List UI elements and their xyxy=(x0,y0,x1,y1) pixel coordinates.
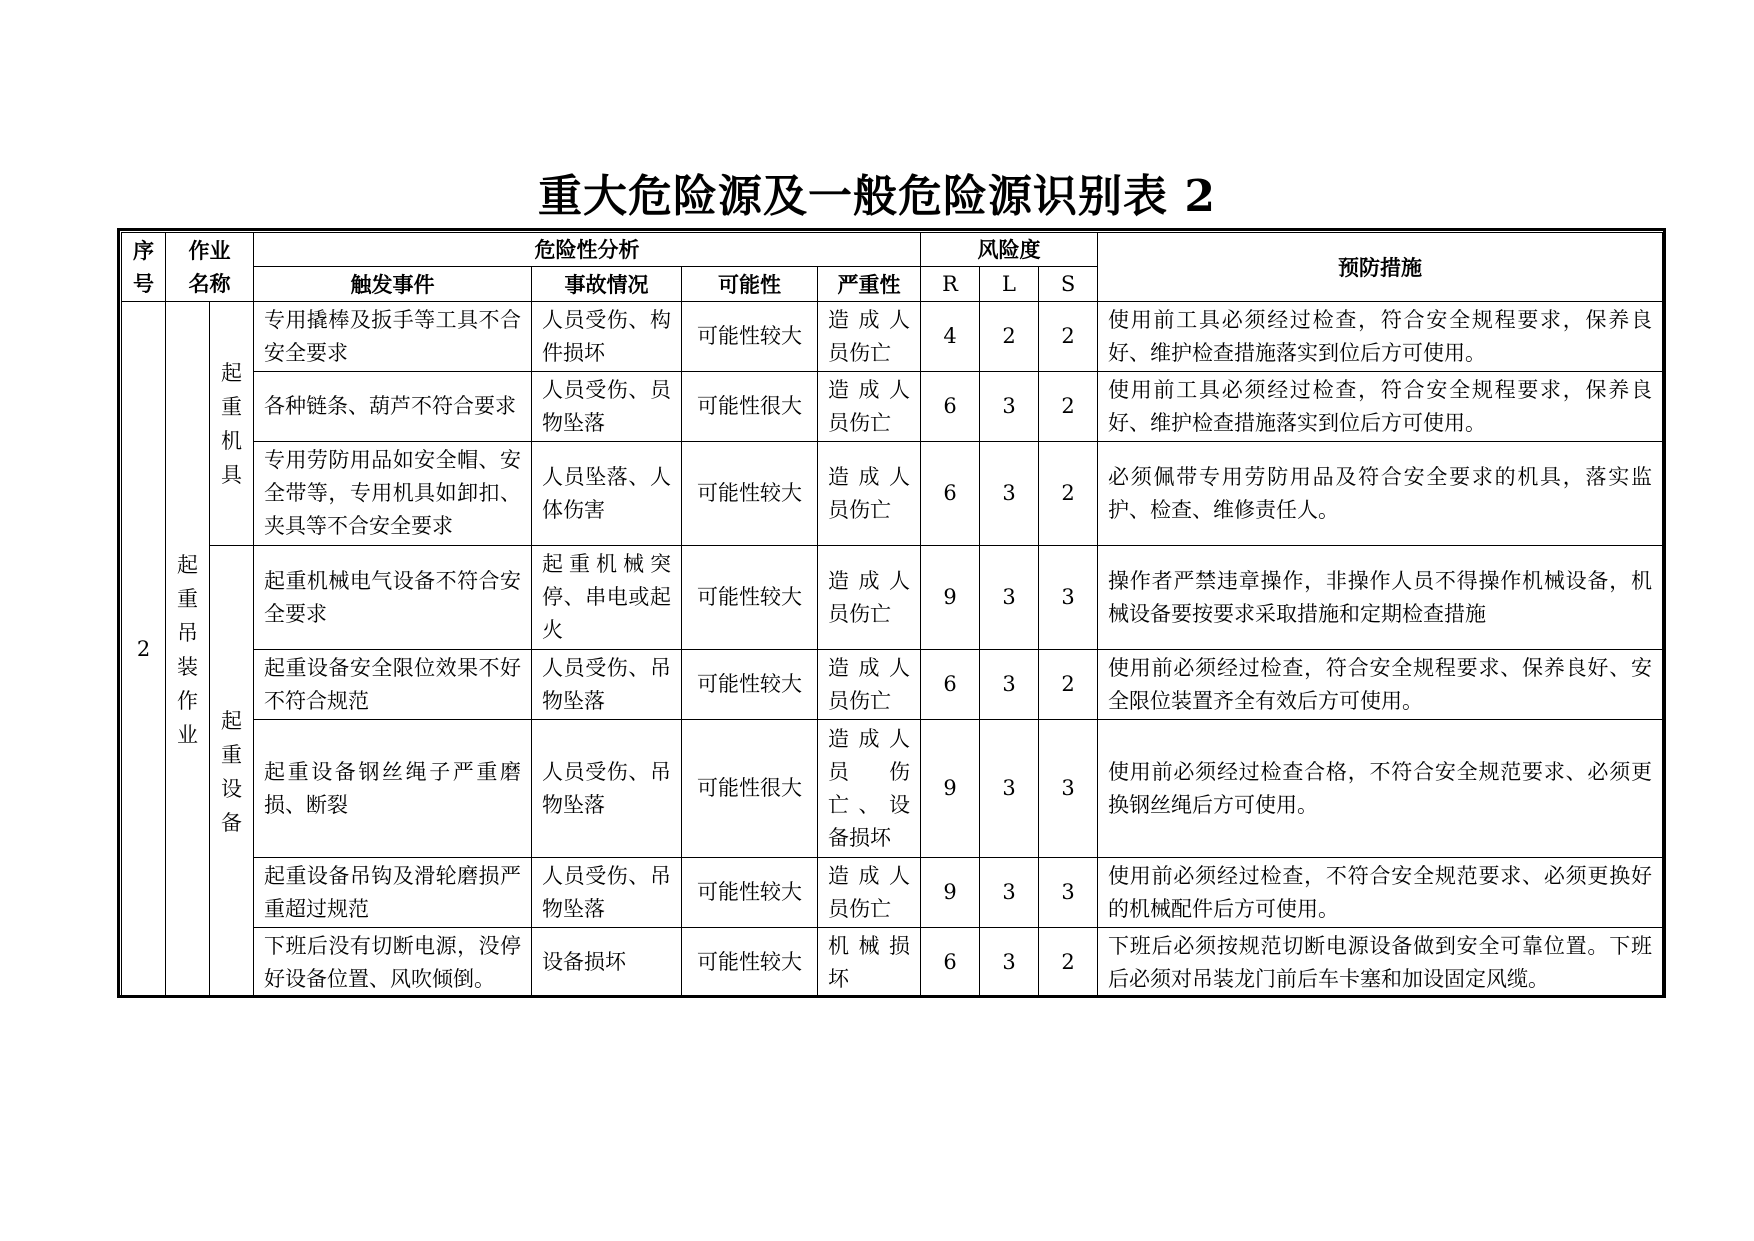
operation-header-line1: 作业 xyxy=(188,238,231,263)
trigger-cell: 专用劳防用品如安全帽、安全带等，专用机具如卸扣、夹具等不合安全要求 xyxy=(254,442,532,546)
s-cell: 3 xyxy=(1039,720,1098,858)
r-header: R xyxy=(921,267,980,302)
r-cell: 6 xyxy=(921,650,980,720)
severity-header: 严重性 xyxy=(818,267,921,302)
trigger-cell: 起重设备安全限位效果不好不符合规范 xyxy=(254,650,532,720)
page-title: 重大危险源及一般危险源识别表 2 xyxy=(538,171,1216,222)
l-cell: 3 xyxy=(980,372,1039,442)
table-row xyxy=(122,720,1663,858)
severity-cell: 机械损坏 xyxy=(818,928,921,998)
seq-cell: 2 xyxy=(122,302,166,998)
l-header: L xyxy=(980,267,1039,302)
l-cell: 3 xyxy=(980,650,1039,720)
s-cell: 2 xyxy=(1039,302,1098,372)
accident-cell: 人员受伤、构件损坏 xyxy=(532,302,682,372)
header-row-1 xyxy=(122,233,1663,267)
l-cell: 3 xyxy=(980,858,1039,928)
trigger-cell: 起重设备吊钩及滑轮磨损严重超过规范 xyxy=(254,858,532,928)
severity-cell: 造成人员伤亡 xyxy=(818,302,921,372)
trigger-cell: 起重机械电气设备不符合安全要求 xyxy=(254,546,532,650)
seq-header-line2: 号 xyxy=(133,271,154,296)
severity-cell: 造成人员伤亡、设备损坏 xyxy=(818,720,921,858)
seq-header-line1: 序 xyxy=(133,238,154,263)
severity-cell: 造成人员伤亡 xyxy=(818,546,921,650)
operation-name: 起重吊装作业 xyxy=(177,552,198,747)
accident-cell: 人员坠落、人体伤害 xyxy=(532,442,682,546)
possibility-cell: 可能性很大 xyxy=(682,372,818,442)
r-cell: 4 xyxy=(921,302,980,372)
possibility-cell: 可能性较大 xyxy=(682,928,818,998)
measure-cell: 使用前必须经过检查，符合安全规程要求、保养良好、安全限位装置齐全有效后方可使用。 xyxy=(1098,650,1663,720)
s-cell: 2 xyxy=(1039,928,1098,998)
l-cell: 3 xyxy=(980,720,1039,858)
l-cell: 3 xyxy=(980,442,1039,546)
table-row xyxy=(122,546,1663,650)
measure-cell: 使用前工具必须经过检查，符合安全规程要求，保养良好、维护检查措施落实到位后方可使用。 xyxy=(1098,372,1663,442)
accident-cell: 起重机械突停、串电或起火 xyxy=(532,546,682,650)
sub-category-2-label: 起重设备 xyxy=(221,708,242,835)
accident-cell: 人员受伤、吊物坠落 xyxy=(532,720,682,858)
sub-category-2 xyxy=(210,546,254,998)
possibility-cell: 可能性很大 xyxy=(682,720,818,858)
risk-degree-header: 风险度 xyxy=(921,233,1098,267)
s-cell: 3 xyxy=(1039,858,1098,928)
severity-cell: 造成人员伤亡 xyxy=(818,858,921,928)
prevention-header: 预防措施 xyxy=(1098,233,1663,302)
s-cell: 2 xyxy=(1039,372,1098,442)
r-cell: 9 xyxy=(921,720,980,858)
possibility-cell: 可能性较大 xyxy=(682,858,818,928)
accident-cell: 人员受伤、吊物坠落 xyxy=(532,858,682,928)
operation-name-cell xyxy=(166,302,210,998)
trigger-cell: 专用撬棒及扳手等工具不合安全要求 xyxy=(254,302,532,372)
s-cell: 3 xyxy=(1039,546,1098,650)
table-row xyxy=(122,650,1663,720)
severity-cell: 造成人员伤亡 xyxy=(818,442,921,546)
r-cell: 6 xyxy=(921,442,980,546)
accident-cell: 设备损坏 xyxy=(532,928,682,998)
operation-header-line2: 名称 xyxy=(188,271,231,296)
l-cell: 3 xyxy=(980,546,1039,650)
measure-cell: 必须佩带专用劳防用品及符合安全要求的机具，落实监护、检查、维修责任人。 xyxy=(1098,442,1663,546)
table-row xyxy=(122,928,1663,998)
hazard-table xyxy=(121,232,1663,998)
r-cell: 6 xyxy=(921,372,980,442)
severity-cell: 造成人员伤亡 xyxy=(818,372,921,442)
trigger-header: 触发事件 xyxy=(254,267,532,302)
trigger-cell: 各种链条、葫芦不符合要求 xyxy=(254,372,532,442)
seq-header xyxy=(122,233,166,302)
r-cell: 6 xyxy=(921,928,980,998)
possibility-cell: 可能性较大 xyxy=(682,442,818,546)
accident-header: 事故情况 xyxy=(532,267,682,302)
sub-category-1 xyxy=(210,302,254,546)
table-row xyxy=(122,858,1663,928)
measure-cell: 使用前工具必须经过检查，符合安全规程要求，保养良好、维护检查措施落实到位后方可使用。 xyxy=(1098,302,1663,372)
table-row xyxy=(122,442,1663,546)
possibility-cell: 可能性较大 xyxy=(682,302,818,372)
possibility-cell: 可能性较大 xyxy=(682,650,818,720)
measure-cell: 操作者严禁违章操作，非操作人员不得操作机械设备，机械设备要按要求采取措施和定期检查措施 xyxy=(1098,546,1663,650)
l-cell: 3 xyxy=(980,928,1039,998)
l-cell: 2 xyxy=(980,302,1039,372)
accident-cell: 人员受伤、吊物坠落 xyxy=(532,650,682,720)
hazard-analysis-header: 危险性分析 xyxy=(254,233,921,267)
accident-cell: 人员受伤、员物坠落 xyxy=(532,372,682,442)
r-cell: 9 xyxy=(921,546,980,650)
r-cell: 9 xyxy=(921,858,980,928)
table-row xyxy=(122,372,1663,442)
possibility-cell: 可能性较大 xyxy=(682,546,818,650)
table-row xyxy=(122,302,1663,372)
s-header: S xyxy=(1039,267,1098,302)
measure-cell: 使用前必须经过检查合格，不符合安全规范要求、必须更换钢丝绳后方可使用。 xyxy=(1098,720,1663,858)
trigger-cell: 起重设备钢丝绳子严重磨损、断裂 xyxy=(254,720,532,858)
s-cell: 2 xyxy=(1039,442,1098,546)
operation-header xyxy=(166,233,254,302)
trigger-cell: 下班后没有切断电源，没停好设备位置、风吹倾倒。 xyxy=(254,928,532,998)
measure-cell: 下班后必须按规范切断电源设备做到安全可靠位置。下班后必须对吊装龙门前后车卡塞和加设固定风缆。 xyxy=(1098,928,1663,998)
measure-cell: 使用前必须经过检查，不符合安全规范要求、必须更换好的机械配件后方可使用。 xyxy=(1098,858,1663,928)
possibility-header: 可能性 xyxy=(682,267,818,302)
severity-cell: 造成人员伤亡 xyxy=(818,650,921,720)
sub-category-1-label: 起重机具 xyxy=(221,360,242,487)
s-cell: 2 xyxy=(1039,650,1098,720)
